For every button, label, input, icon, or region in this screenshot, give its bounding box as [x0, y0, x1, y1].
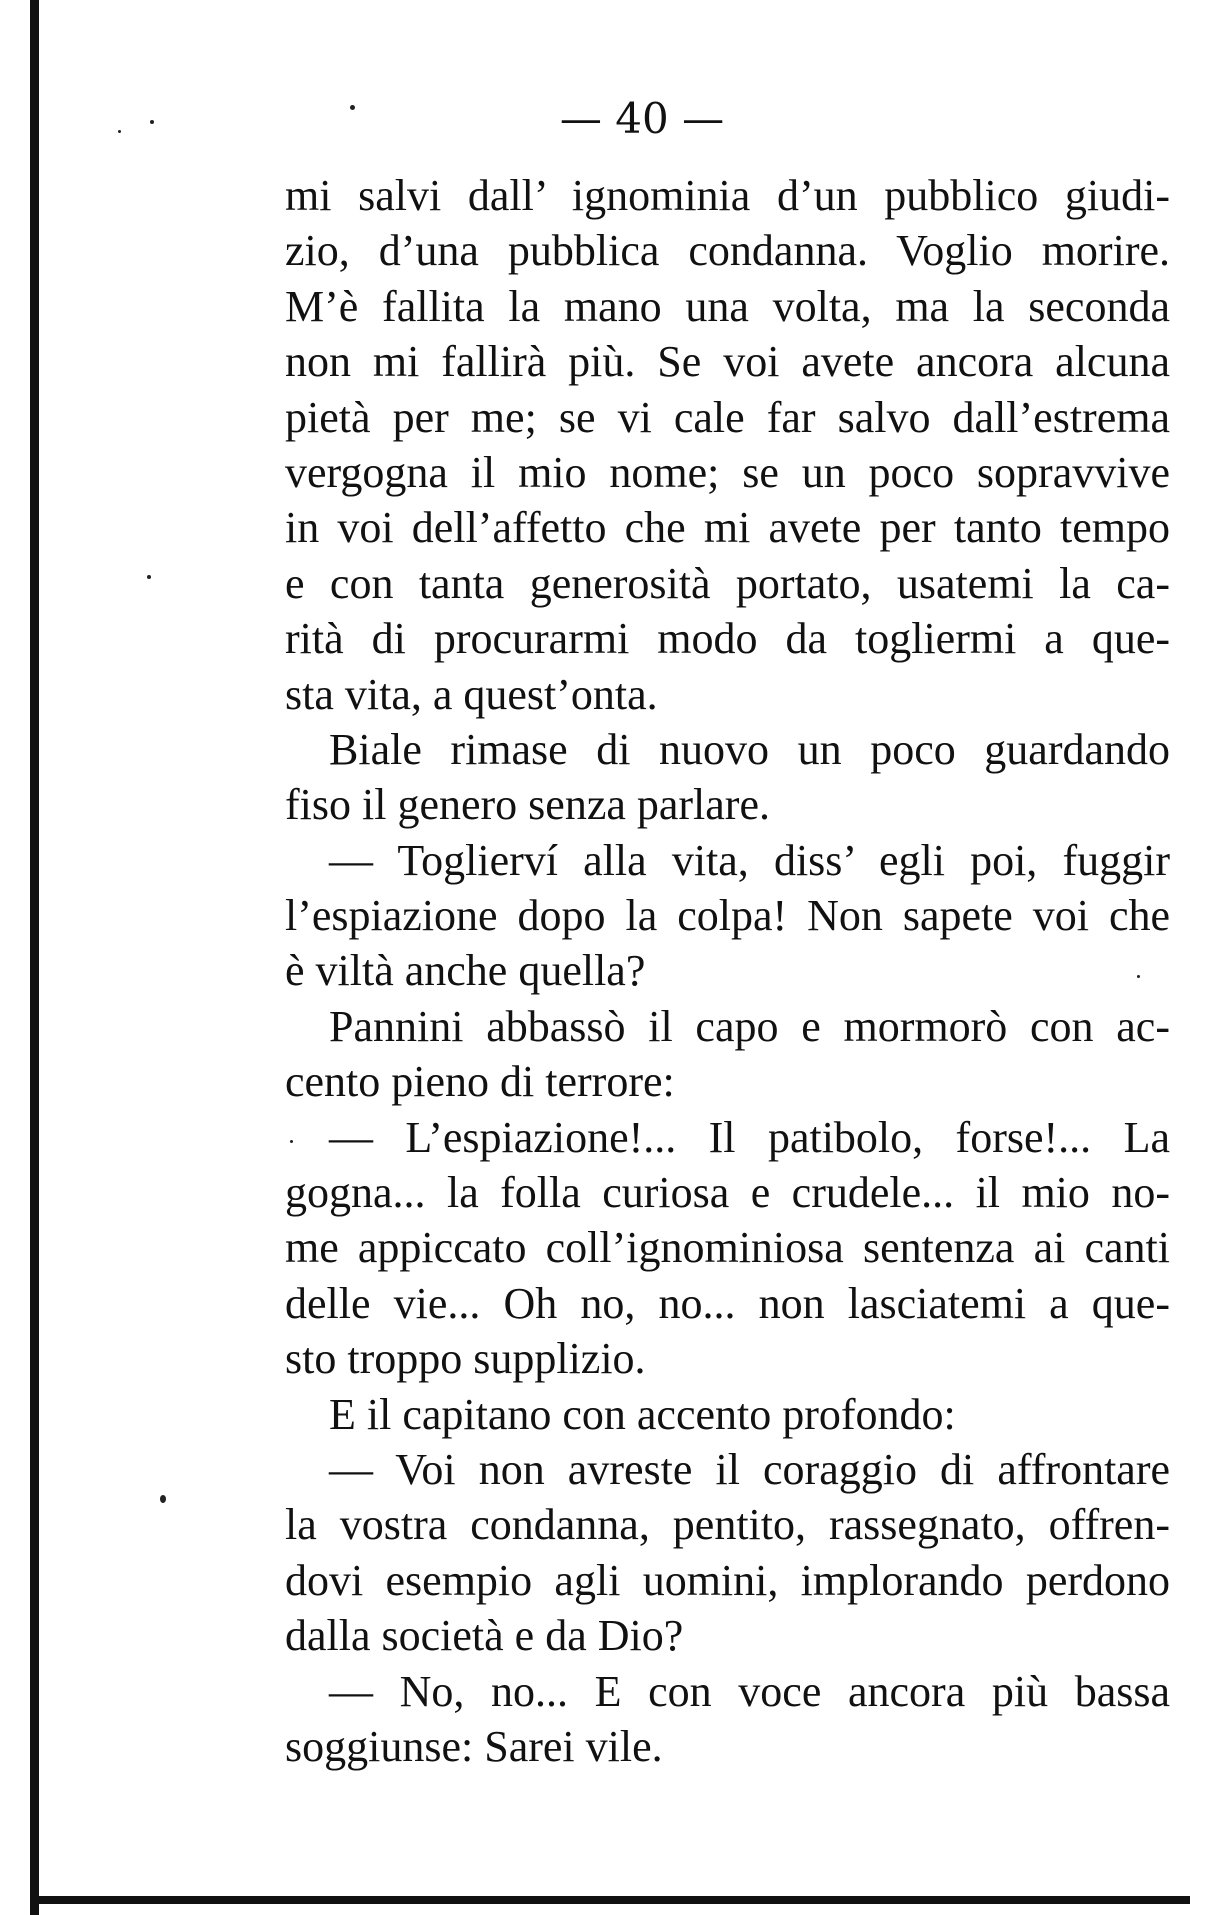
- text-line: mi salvi dall’ ignominia d’un pubblico giudi-: [285, 171, 1170, 220]
- text-line: gogna... la folla curiosa e crudele... il mio no-: [285, 1168, 1170, 1218]
- text-line: — No, no... E con voce ancora più bassa: [329, 1666, 1170, 1716]
- text-line: — L’espiazione!... Il patibolo, forse!... La: [329, 1112, 1170, 1162]
- text-line: non mi fallirà più. Se voi avete ancora alcuna: [285, 337, 1170, 387]
- text-line: Biale rimase di nuovo un poco guardando: [329, 724, 1170, 774]
- page-edge-bottom: [30, 1896, 1190, 1904]
- text-line: in voi dell’affetto che mi avete per tanto tempo: [285, 503, 1170, 553]
- text-line: Pannini abbassò il capo e mormorò con ac-: [329, 1001, 1170, 1051]
- text-line: E il capitano con accento profondo:: [329, 1389, 956, 1439]
- text-line: fiso il genero senza parlare.: [285, 780, 770, 830]
- text-line: dalla società e da Dio?: [285, 1611, 684, 1661]
- text-line: soggiunse: Sarei vile.: [285, 1721, 663, 1771]
- text-line: cento pieno di terrore:: [285, 1057, 675, 1107]
- text-line: vergogna il mio nome; se un poco sopravvive: [285, 447, 1170, 497]
- text-line: rità di procurarmi modo da togliermi a que-: [285, 614, 1170, 664]
- page-edge-left: [30, 0, 39, 1915]
- text-line: delle vie... Oh no, no... non lasciatemi a que-: [285, 1278, 1170, 1328]
- body-text: [285, 168, 1170, 1774]
- text-line: me appiccato coll’ignominiosa sentenza ai canti: [285, 1223, 1170, 1273]
- text-line: e con tanta generosità portato, usatemi la ca-: [285, 558, 1170, 608]
- text-line: è viltà anche quella?: [285, 946, 646, 996]
- ink-speck: [160, 1495, 166, 1503]
- text-line: sta vita, a quest’onta.: [285, 669, 658, 719]
- text-line: la vostra condanna, pentito, rassegnato, offren-: [285, 1500, 1170, 1550]
- text-line: — Toglierví alla vita, diss’ egli poi, fuggir: [329, 835, 1170, 885]
- text-line: — Voi non avreste il coraggio di affrontare: [329, 1444, 1170, 1494]
- page-number: — 40 —: [559, 94, 725, 143]
- text-line: sto troppo supplizio.: [285, 1334, 646, 1384]
- ink-speck: [147, 575, 151, 579]
- text-line: dovi esempio agli uomini, implorando perdono: [285, 1555, 1170, 1605]
- text-line: l’espiazione dopo la colpa! Non sapete voi che: [285, 891, 1170, 941]
- text-line: zio, d’una pubblica condanna. Voglio morire.: [285, 226, 1170, 276]
- text-line: pietà per me; se vi cale far salvo dall’estrema: [285, 392, 1170, 442]
- text-line: M’è fallita la mano una volta, ma la seconda: [285, 281, 1170, 331]
